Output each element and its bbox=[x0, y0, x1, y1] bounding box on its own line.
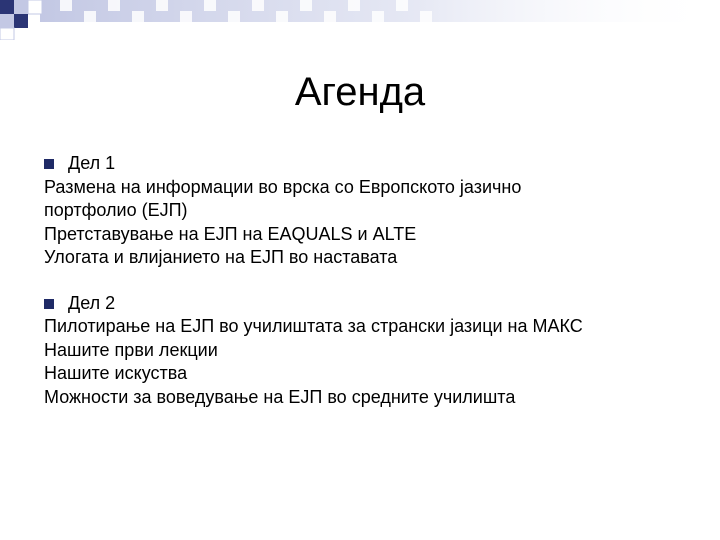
corner-square-white bbox=[28, 0, 42, 14]
corner-square-dark bbox=[0, 0, 14, 14]
section-2-heading-text: Дел 2 bbox=[68, 292, 116, 313]
corner-square-dark-2 bbox=[14, 14, 28, 28]
section-1-heading bbox=[44, 152, 704, 176]
section-2-line: Нашите први лекции bbox=[44, 339, 218, 360]
header-decoration bbox=[0, 0, 720, 40]
slide-body bbox=[44, 152, 704, 409]
slide-title bbox=[0, 66, 720, 118]
corner-square-light-2 bbox=[0, 14, 14, 28]
section-1-line: Улогата и влијанието на ЕЈП во наставата bbox=[44, 247, 398, 267]
corner-square-white-2 bbox=[0, 28, 14, 40]
section-2-line: Пилотирање на ЕЈП во училиштата за странски јазици на МАКС bbox=[44, 316, 583, 336]
square-bullet-icon bbox=[44, 159, 54, 169]
corner-square-light bbox=[14, 0, 28, 14]
section-2-heading bbox=[44, 292, 704, 316]
slide-title-text: Агенда bbox=[294, 70, 426, 114]
section-2-line: Нашите искуства bbox=[44, 363, 188, 383]
section-1-line: портфолио (ЕЈП) bbox=[44, 200, 188, 220]
square-bullet-icon bbox=[44, 299, 54, 309]
section-gap bbox=[44, 270, 704, 292]
section-2-line: Можности за воведување на ЕЈП во средните училишта bbox=[44, 386, 516, 407]
section-1-line: Претставување на ЕЈП на EAQUALS и ALTE bbox=[44, 223, 417, 244]
section-1-line: Размена на информации во врска со Европското јазично bbox=[44, 176, 522, 197]
section-1-heading-text: Дел 1 bbox=[68, 153, 116, 173]
